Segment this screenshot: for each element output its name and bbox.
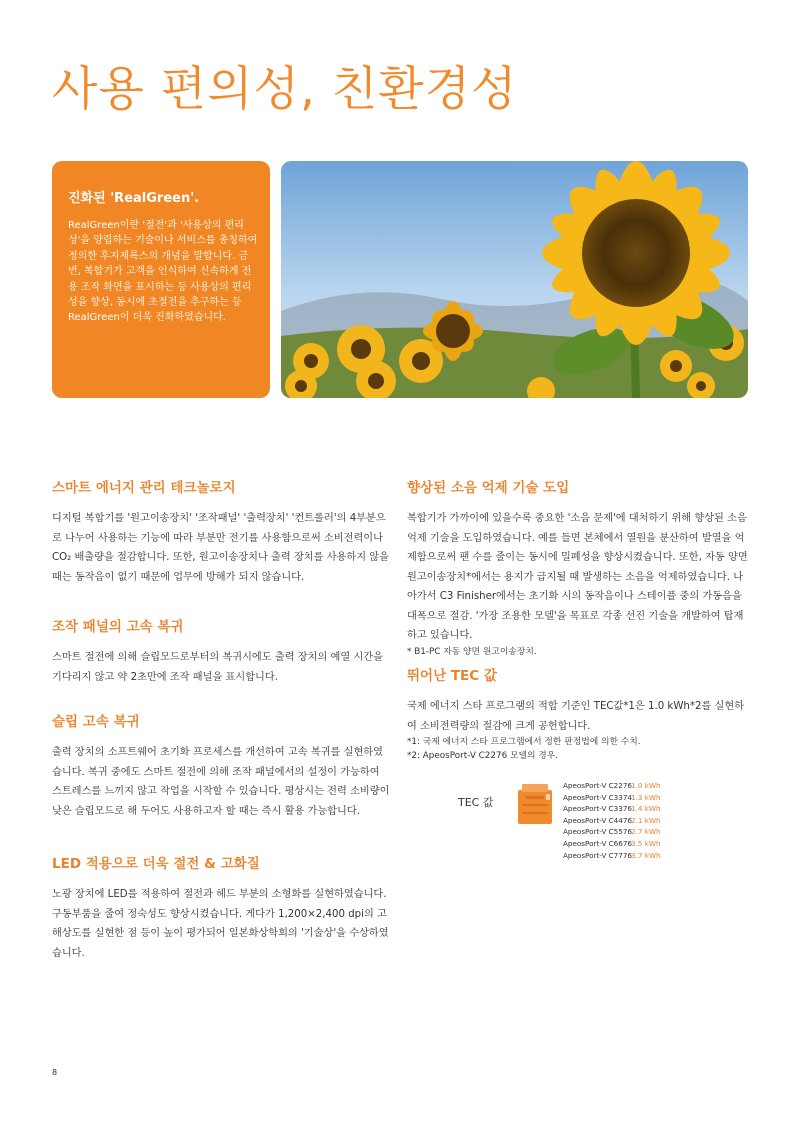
tec-row: ApeosPort-V C44762.1 kWh <box>563 815 661 825</box>
sunflower-photo <box>281 161 748 398</box>
section-heading: 향상된 소음 억제 기술 도입 <box>407 480 570 496</box>
tec-chart-label: TEC 값 <box>458 796 494 809</box>
tec-row: ApeosPort-V C33761.4 kWh <box>563 804 661 814</box>
tec-value-table <box>563 780 661 861</box>
tec-row: ApeosPort-V C66763.5 kWh <box>563 838 661 848</box>
section-body: 복합기가 가까이에 있을수록 중요한 '소음 문제'에 대처하기 위해 향상된 소음 억제 기술을 도입하였습니다. 예를 들면 본체에서 열원을 분산하여 발열을 억제함으로써 팬 수를 줄이는 동시에 밀폐성을 향상시켰습니다. 또한, 자동 양면 원고이송장치*에서는 용지가 급지될 때 발생하는 소음을 억제하였습니다. 나아가서 C3 Finisher에서는 초기화 시의 동작음이나 스테이플 중의 가동음을 대폭으로 절감. '가장 조용한 모델'을 목표로 각종 선진 기술을 개발하여 탑재하고 있습니다. <box>407 513 748 641</box>
realgreen-box <box>52 161 270 398</box>
section-note: * B1-PC 자동 양면 원고이송장치. <box>407 646 537 657</box>
section-heading: 스마트 에너지 관리 테크놀로지 <box>52 480 236 496</box>
page-title: 사용 편의성, 친환경성 <box>52 62 518 117</box>
section-body: 출력 장치의 소프트웨어 초기화 프로세스를 개선하여 고속 복귀를 실현하였습니다. 복귀 중에도 스마트 절전에 의해 조작 패널에서의 설정이 가능하여 스트레스를 느끼지 않고 작업을 시작할 수 있습니다. 평상시는 전력 소비량이 낮은 슬립모드로 해 두어도 사용하고자 할 때는 즉시 활용 가능합니다. <box>52 747 390 817</box>
sunflower-illustration <box>281 161 748 398</box>
tec-note-1: *1: 국제 에너지 스타 프로그램에서 정한 판정법에 의한 수치. <box>407 737 641 747</box>
realgreen-title: 진화된 'RealGreen'. <box>68 191 200 206</box>
section-panel-recovery <box>52 615 392 687</box>
page-number: 8 <box>52 1068 58 1077</box>
section-body: 디지털 복합기를 '원고이송장치' '조작패널' '출력장치' '컨트롤러'의 4부분으로 나누어 사용하는 기능에 따라 부분만 전기를 사용함으로써 소비전력이나 CO₂ 배출량을 절감합니다. 또한, 원고이송장치나 출력 장치를 사용하지 않을 때는 동작음이 없기 때문에 업무에 방해가 되지 않습니다. <box>52 513 389 583</box>
section-noise <box>407 476 750 659</box>
tec-row: ApeosPort-V C77763.7 kWh <box>563 850 661 860</box>
section-tec <box>407 664 750 764</box>
section-heading: 조작 패널의 고속 복귀 <box>52 619 184 635</box>
tec-row: ApeosPort-V C22761.0 kWh <box>563 781 661 790</box>
section-heading: 뛰어난 TEC 값 <box>407 668 497 684</box>
tec-note-2: *2: ApeosPort-V C2276 모델의 경우. <box>407 750 559 761</box>
tec-row: ApeosPort-V C33741.3 kWh <box>563 792 661 802</box>
section-sleep-recovery <box>52 710 392 821</box>
section-body: 국제 에너지 스타 프로그램의 적합 기준인 TEC값*1은 1.0 kWh*2를 실현하여 소비전력량의 절감에 크게 공헌합니다. <box>407 701 745 732</box>
section-led <box>52 852 392 963</box>
section-heading: LED 적용으로 더욱 절전 & 고화질 <box>52 856 260 872</box>
realgreen-body: RealGreen이란 '절전'과 '사용상의 편리성'을 양립하는 기술이나 서비스를 총칭하여 정의한 후지제록스의 개념을 말합니다. 금번, 복합기가 고객을 인식하여 신속하게 전용 조작 화면을 표시하는 등 사용상의 편리성을 향상, 동시에 초절전을 추구하는 등 RealGreen이 더욱 진화하였습니다. <box>68 220 258 324</box>
tec-row: ApeosPort-V C55762.7 kWh <box>563 827 661 837</box>
section-body: 노광 장치에 LED를 적용하여 절전과 헤드 부분의 소형화를 실현하였습니다. 구동부품을 줄여 정숙성도 향상시켰습니다. 게다가 1,200×2,400 dpi의 고해상도를 실현한 점 등이 높이 평가되어 일본화상학회의 '기술상'을 수상하였습니다. <box>52 889 389 959</box>
section-heading: 슬립 고속 복귀 <box>52 714 140 730</box>
printer-icon <box>516 782 556 826</box>
section-smart-energy <box>52 476 392 587</box>
section-body: 스마트 절전에 의해 슬립모드로부터의 복귀시에도 출력 장치의 예열 시간을 기다리지 않고 약 2초만에 조작 패널을 표시합니다. <box>52 652 383 683</box>
